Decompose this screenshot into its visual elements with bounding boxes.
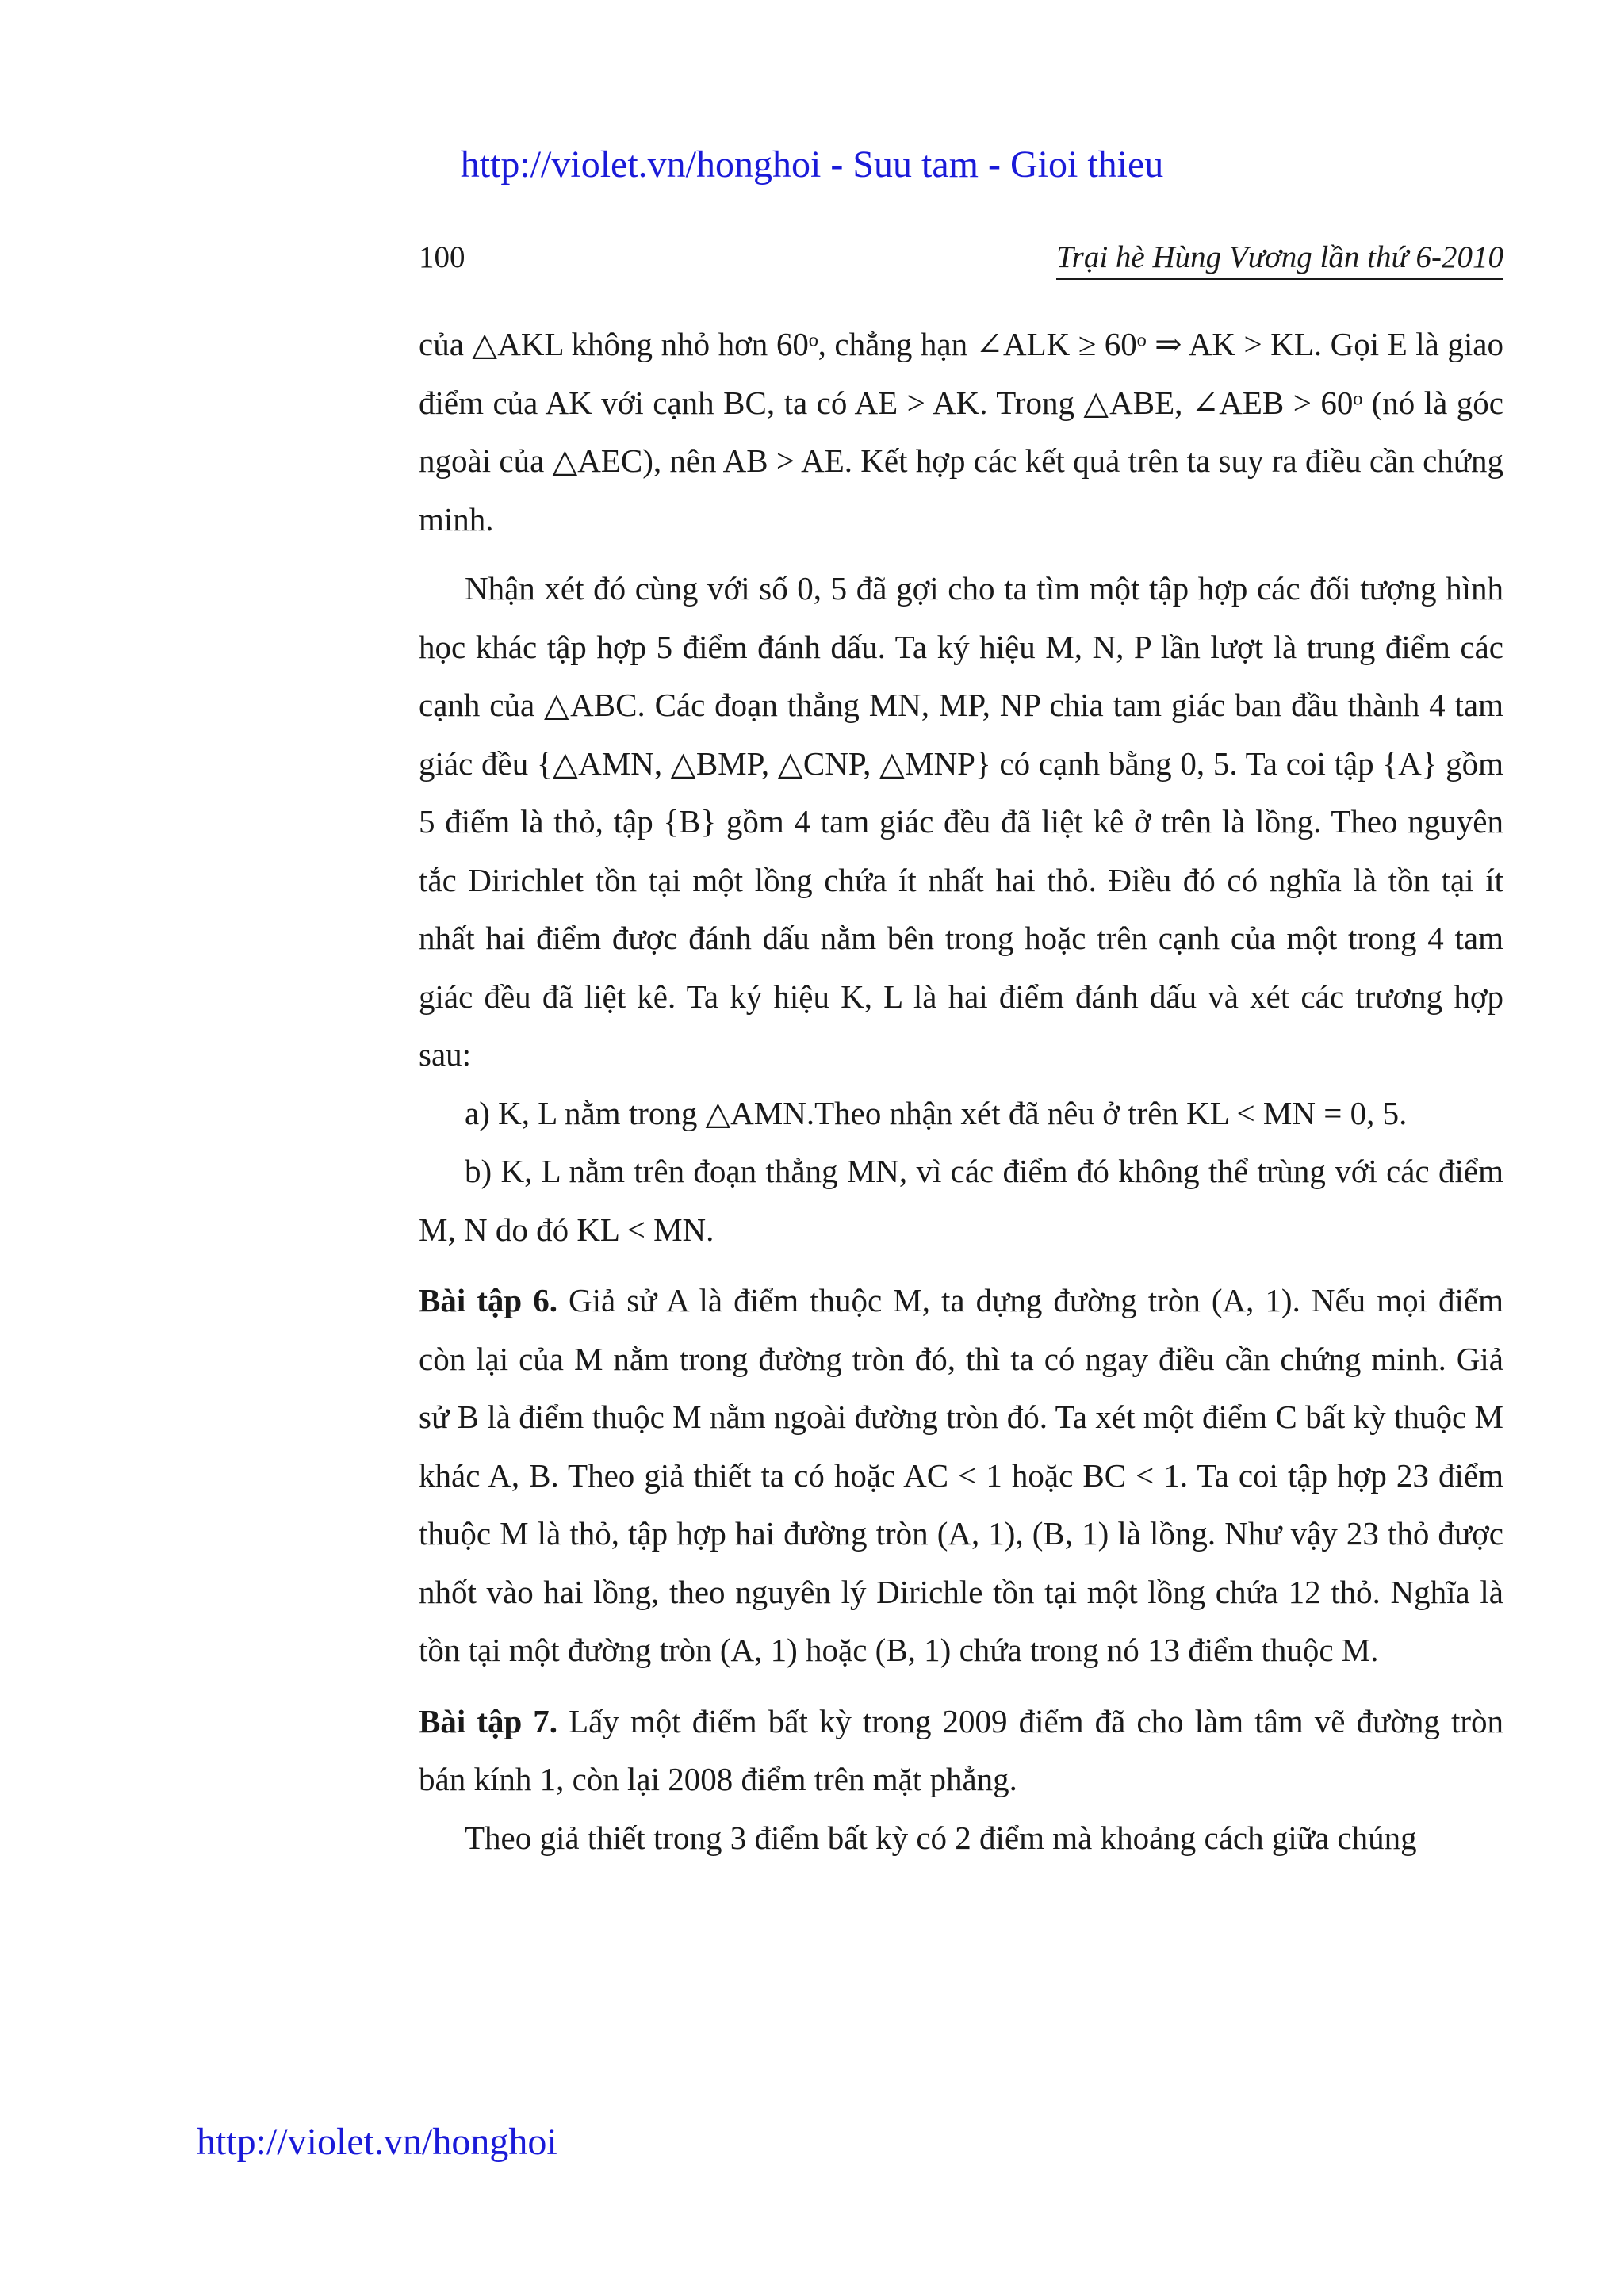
case-b: b) K, L nằm trên đoạn thẳng MN, vì các điểm đó không thể trùng với các điểm M, N do đó KL < MN. [419,1153,1503,1248]
exercise-7-label: Bài tập 7. [419,1702,558,1739]
exercise-6 [419,1272,1503,1680]
exercise-7-text: Lấy một điểm bất kỳ trong 2009 điểm đã cho làm tâm vẽ đường tròn bán kính 1, còn lại 2008 điểm trên mặt phẳng. [419,1702,1503,1797]
page-number: 100 [419,240,465,274]
exercise-6-label: Bài tập 6. [419,1282,557,1318]
watermark-top-text: http://violet.vn/honghoi - Suu tam - Gioi thieu [460,144,1164,186]
exercise-7 [419,1693,1503,1809]
book-title: Trại hè Hùng Vương lần thứ 6-2010 [1056,239,1503,280]
running-head [419,239,1503,284]
case-a: a) K, L nằm trong △AMN.Theo nhận xét đã nêu ở trên KL < MN = 0, 5. [465,1094,1408,1131]
page-body [419,316,1503,1867]
watermark-top [0,143,1624,186]
watermark-bottom: http://violet.vn/honghoi [197,2121,557,2163]
paragraph-remark: Nhận xét đó cùng với số 0, 5 đã gợi cho ta tìm một tập hợp các đối tượng hình học khác tập hợp 5 điểm đánh dấu. Ta ký hiệu M, N, P lần lượt là trung điểm các cạnh của △ABC. Các đoạn thẳng MN, MP, NP chia tam giác ban đầu thành 4 tam giác đều {△AMN, △BMP, △CNP, △MNP} có cạnh bằng 0, 5. Ta coi tập {A} gồm 5 điểm là thỏ, tập {B} gồm 4 tam giác đều đã liệt kê ở trên là lồng. Theo nguyên tắc Dirichlet tồn tại một lồng chứa ít nhất hai thỏ. Điều đó có nghĩa là tồn tại ít nhất hai điểm được đánh dấu nằm bên trong hoặc trên cạnh của một trong 4 tam giác đều đã liệt kê. Ta ký hiệu K, L là hai điểm đánh dấu và xét các trương hợp sau: [419,570,1503,1073]
paragraph-final: Theo giả thiết trong 3 điểm bất kỳ có 2 điểm mà khoảng cách giữa chúng [465,1819,1417,1856]
exercise-6-text: Giả sử A là điểm thuộc M, ta dựng đường tròn (A, 1). Nếu mọi điểm còn lại của M nằm trong đường tròn đó, thì ta có ngay điều cần chứng minh. Giả sử B là điểm thuộc M nằm ngoài đường tròn đó. Ta xét một điểm C bất kỳ thuộc M khác A, B. Theo giả thiết ta có hoặc AC < 1 hoặc BC < 1. Ta coi tập hợp 23 điểm thuộc M là thỏ, tập hợp hai đường tròn (A, 1), (B, 1) là lồng. Như vậy 23 thỏ được nhốt vào hai lồng, theo nguyên lý Dirichle tồn tại một lồng chứa 12 thỏ. Nghĩa là tồn tại một đường tròn (A, 1) hoặc (B, 1) chứa trong nó 13 điểm thuộc M. [419,1282,1503,1668]
paragraph-continuation: của △AKL không nhỏ hơn 60ᵒ, chẳng hạn ∠ALK ≥ 60ᵒ ⇒ AK > KL. Gọi E là giao điểm của AK với cạnh BC, ta có AE > AK. Trong △ABE, ∠AEB > 60ᵒ (nó là góc ngoài của △AEC), nên AB > AE. Kết hợp các kết quả trên ta suy ra điều cần chứng minh. [419,326,1503,538]
